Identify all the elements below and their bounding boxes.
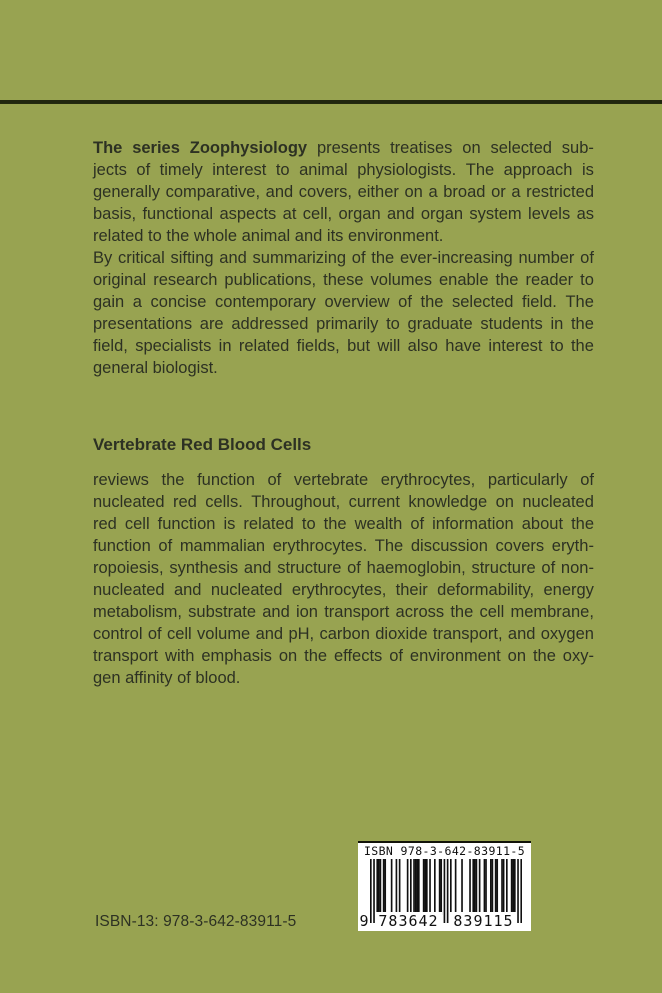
series-paragraph-1 xyxy=(93,159,594,247)
word: publications, xyxy=(224,271,317,289)
word: contemporary xyxy=(215,293,316,311)
word: restricted xyxy=(526,183,594,201)
text-line xyxy=(93,469,594,491)
text-line xyxy=(93,579,594,601)
word: of xyxy=(136,161,151,179)
word: series xyxy=(132,139,180,157)
word: covers xyxy=(495,537,545,555)
word: timely xyxy=(159,161,203,179)
word: to xyxy=(549,337,564,355)
word: information xyxy=(432,515,514,533)
word: nucleated xyxy=(210,581,283,599)
word: function xyxy=(93,537,151,555)
word: the xyxy=(161,471,185,489)
word: a xyxy=(511,183,521,201)
text-line xyxy=(93,247,594,269)
word: their xyxy=(395,581,428,599)
word: with xyxy=(165,647,195,665)
word: or xyxy=(491,183,506,201)
word: cell xyxy=(124,515,150,533)
word: haemoglobin, xyxy=(366,559,466,577)
word: the xyxy=(570,337,594,355)
text-line xyxy=(93,291,594,313)
word: fields, xyxy=(296,337,340,355)
word: and xyxy=(219,249,247,267)
word: primarily xyxy=(316,315,379,333)
word: oxygen xyxy=(540,625,594,643)
word: about xyxy=(521,515,564,533)
word: and xyxy=(243,559,272,577)
word: function xyxy=(157,515,216,533)
word: of xyxy=(389,647,403,665)
word: metabolism, xyxy=(93,603,182,621)
word: presents xyxy=(316,139,381,157)
word: nucleated xyxy=(522,493,594,511)
word: overview xyxy=(324,293,390,311)
text-line xyxy=(93,335,594,357)
word: treatises xyxy=(390,139,453,157)
word: physiologists. xyxy=(357,161,457,179)
word: and xyxy=(173,581,202,599)
word: ever-increasing xyxy=(399,249,513,267)
word: transport xyxy=(93,647,159,665)
word: generally xyxy=(93,183,160,201)
word: comparative, xyxy=(165,183,261,201)
word: knowledge xyxy=(408,493,488,511)
word: selected xyxy=(451,293,514,311)
word: volumes xyxy=(370,271,432,289)
word: red xyxy=(93,515,117,533)
word: the xyxy=(420,293,444,311)
text-line xyxy=(93,491,594,513)
word: the xyxy=(371,249,395,267)
word: structure xyxy=(277,559,342,577)
word: volume xyxy=(197,625,251,643)
word: a xyxy=(428,183,438,201)
word: and xyxy=(265,183,294,201)
text-line xyxy=(93,203,594,225)
book-description xyxy=(93,469,594,689)
word: eryth- xyxy=(551,537,594,555)
word: students xyxy=(480,315,543,333)
word: a xyxy=(132,293,142,311)
word: aspects xyxy=(219,205,277,223)
word: to xyxy=(275,161,290,179)
word: pH, xyxy=(288,625,315,643)
book-title: Vertebrate Red Blood Cells xyxy=(93,435,312,454)
word: on xyxy=(462,139,481,157)
word: of xyxy=(158,537,173,555)
word: of xyxy=(347,559,361,577)
word: and xyxy=(262,603,290,621)
word: the xyxy=(304,647,328,665)
word: addressed xyxy=(231,315,309,333)
word: organ xyxy=(338,205,381,223)
word: of xyxy=(580,249,594,267)
word: summarizing xyxy=(252,249,347,267)
text-line: general biologist. xyxy=(93,359,218,377)
word: non- xyxy=(560,559,594,577)
word: field, xyxy=(93,337,128,355)
word: cell, xyxy=(302,205,333,223)
word: and xyxy=(387,205,415,223)
word: The xyxy=(93,139,123,157)
word: deformability, xyxy=(437,581,535,599)
word: as xyxy=(576,205,594,223)
word: field. xyxy=(522,293,557,311)
word: synthesis xyxy=(169,559,239,577)
word: vertebrate xyxy=(293,471,369,489)
word: selected xyxy=(490,139,552,157)
word: levels xyxy=(528,205,571,223)
barcode-digit-prefix: 9 xyxy=(359,912,369,930)
word: organ xyxy=(420,205,464,223)
word: original xyxy=(93,271,147,289)
word: substrate xyxy=(188,603,257,621)
text-line xyxy=(93,269,594,291)
word: membrane, xyxy=(510,603,594,621)
word: concise xyxy=(150,293,207,311)
word: have xyxy=(445,337,482,355)
word: effects xyxy=(334,647,383,665)
word: the xyxy=(323,515,347,533)
word: also xyxy=(407,337,438,355)
series-intro-first-line xyxy=(93,137,594,159)
word: on xyxy=(495,493,514,511)
text-line xyxy=(93,159,594,181)
word: critical xyxy=(117,249,165,267)
text-line xyxy=(93,535,594,557)
word: on xyxy=(278,647,298,665)
word: related xyxy=(243,515,294,533)
word: these xyxy=(323,271,364,289)
word: environment xyxy=(409,647,501,665)
text-line xyxy=(93,181,594,203)
barcode xyxy=(358,841,531,931)
word: at xyxy=(282,205,297,223)
horizontal-rule xyxy=(0,100,662,104)
word: erythrocytes. xyxy=(272,537,368,555)
word: of xyxy=(580,471,594,489)
text-line: gen affinity of blood. xyxy=(93,669,241,687)
word: interest xyxy=(212,161,267,179)
word: structure xyxy=(471,559,536,577)
word: broad xyxy=(443,183,486,201)
word: on xyxy=(507,647,527,665)
word: ion xyxy=(295,603,318,621)
word: Zoophysiology xyxy=(189,139,308,157)
word: the xyxy=(570,315,594,333)
word: transport, xyxy=(432,625,503,643)
word: approach xyxy=(503,161,573,179)
word: discussion xyxy=(410,537,488,555)
word: the xyxy=(532,647,556,665)
word: on xyxy=(404,183,423,201)
word: across xyxy=(395,603,445,621)
text-line xyxy=(93,645,594,667)
word: By xyxy=(93,249,113,267)
word: nucleated xyxy=(93,493,165,511)
word: reviews xyxy=(93,471,149,489)
word: to xyxy=(301,515,316,533)
word: sub- xyxy=(561,139,594,157)
barcode-digit-group2: 839115 xyxy=(450,912,517,931)
word: ropoiesis, xyxy=(93,559,164,577)
word: jects xyxy=(93,161,127,179)
word: red xyxy=(172,493,197,511)
word: of xyxy=(410,515,425,533)
word: either xyxy=(357,183,399,201)
word: particularly xyxy=(487,471,568,489)
word: gain xyxy=(93,293,125,311)
text-line xyxy=(93,313,594,335)
word: the xyxy=(450,603,474,621)
word: of xyxy=(267,471,282,489)
word: The xyxy=(465,161,495,179)
word: function xyxy=(197,471,255,489)
series-paragraph-2 xyxy=(93,247,594,379)
word: covers, xyxy=(298,183,352,201)
word: emphasis xyxy=(201,647,272,665)
word: transport xyxy=(324,603,390,621)
word: the xyxy=(495,271,519,289)
word: sifting xyxy=(170,249,214,267)
word: animal xyxy=(299,161,348,179)
word: are xyxy=(199,315,224,333)
word: in xyxy=(550,315,564,333)
word: erythrocytes, xyxy=(380,471,476,489)
word: of xyxy=(147,625,162,643)
series-intro-block xyxy=(93,137,594,379)
word: enable xyxy=(438,271,489,289)
word: to xyxy=(580,271,594,289)
word: the xyxy=(571,515,594,533)
word: of xyxy=(541,559,556,577)
word: in xyxy=(218,337,232,355)
word: cell xyxy=(479,603,505,621)
barcode-isbn-label: ISBN 978-3-642-83911-5 xyxy=(363,844,526,858)
word: Throughout, xyxy=(251,493,341,511)
text-line xyxy=(93,601,594,623)
word: reader xyxy=(525,271,574,289)
word: erythrocytes, xyxy=(291,581,387,599)
word: dioxide xyxy=(375,625,428,643)
word: control xyxy=(93,625,143,643)
word: wealth xyxy=(354,515,403,533)
word: and xyxy=(255,625,284,643)
word: but xyxy=(347,337,371,355)
word: The xyxy=(374,537,404,555)
word: related xyxy=(238,337,290,355)
word: to xyxy=(386,315,400,333)
word: cells. xyxy=(205,493,243,511)
word: functional xyxy=(142,205,214,223)
word: specialists xyxy=(135,337,212,355)
word: and xyxy=(507,625,536,643)
word: nucleated xyxy=(93,581,165,599)
word: current xyxy=(348,493,400,511)
word: will xyxy=(377,337,401,355)
word: The xyxy=(565,293,594,311)
word: presentations xyxy=(93,315,193,333)
text-line xyxy=(93,623,594,645)
word: mammalian xyxy=(179,537,266,555)
text-line: related to the whole animal and its environment. xyxy=(93,227,444,245)
word: graduate xyxy=(407,315,473,333)
word: energy xyxy=(543,581,594,599)
footer-isbn-text: ISBN-13: 978-3-642-83911-5 xyxy=(95,913,297,930)
word: basis, xyxy=(93,205,137,223)
text-line xyxy=(93,513,594,535)
word: of xyxy=(351,249,366,267)
word: system xyxy=(469,205,522,223)
word: oxy- xyxy=(562,647,594,665)
word: number xyxy=(518,249,575,267)
word: carbon xyxy=(319,625,370,643)
word: of xyxy=(398,293,412,311)
word: cell xyxy=(166,625,192,643)
word: research xyxy=(153,271,218,289)
word: is xyxy=(581,161,594,179)
word: is xyxy=(223,515,236,533)
word: interest xyxy=(488,337,543,355)
text-line xyxy=(93,557,594,579)
barcode-digit-group1: 783642 xyxy=(375,912,442,931)
